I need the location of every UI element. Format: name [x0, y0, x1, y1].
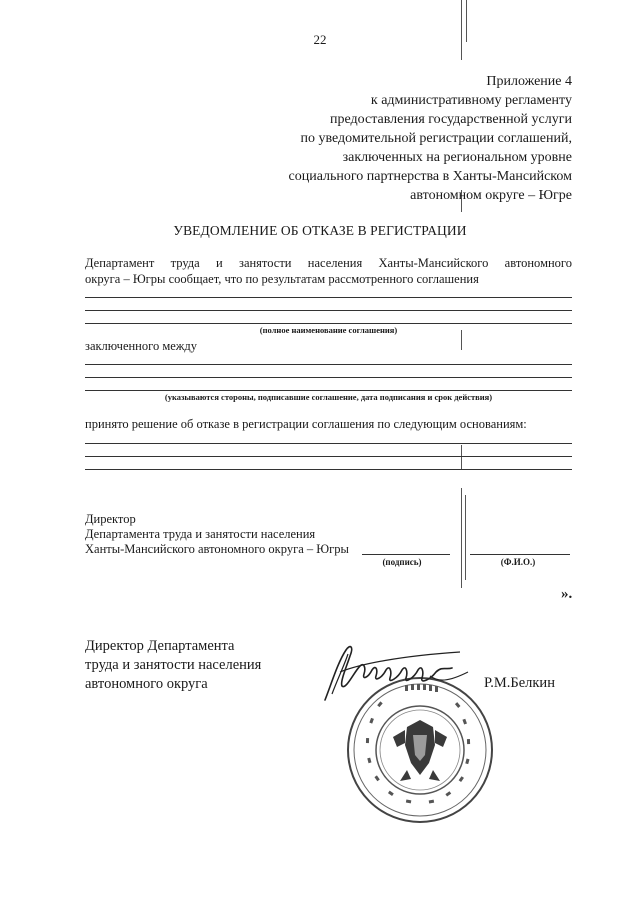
appendix-line: автономном округе – Югре — [410, 188, 572, 203]
appendix-line: предоставления государственной услуги — [330, 112, 572, 127]
scan-margin-line — [461, 0, 462, 60]
intro-line: округа – Югры сообщает, что по результатам рассмотренного соглашения — [85, 272, 479, 286]
document-title: УВЕДОМЛЕНИЕ ОБ ОТКАЗЕ В РЕГИСТРАЦИИ — [173, 223, 467, 238]
director-block — [85, 637, 261, 694]
grounds-line — [85, 469, 572, 470]
director-title-line: автономного округа — [85, 676, 208, 692]
scan-margin-line — [461, 445, 462, 470]
appendix-line: социального партнерства в Ханты-Мансийском — [288, 169, 572, 184]
parties-line — [85, 377, 572, 378]
agreement-name-line — [85, 297, 572, 298]
name-fill-line — [470, 554, 570, 555]
agreement-name-caption: (полное наименование соглашения) — [259, 325, 398, 335]
parties-line — [85, 364, 572, 365]
appendix-line: к административному регламенту — [370, 93, 572, 108]
parties-line — [85, 390, 572, 391]
director-name: Р.М.Белкин — [484, 675, 555, 691]
director-title-line: труда и занятости населения — [85, 657, 262, 673]
parties-caption: (указываются стороны, подписавшие соглашение, дата подписания и срок действия) — [164, 392, 493, 402]
agreement-name-line — [85, 310, 572, 311]
scan-margin-line — [465, 495, 466, 580]
intro-line: Департамент труда и занятости населения Ханты-Мансийского автономного — [85, 256, 572, 270]
director-title-line: Директор Департамента — [85, 638, 235, 654]
appendix-line: Приложение 4 — [486, 74, 572, 89]
intro-paragraph — [85, 255, 572, 287]
signature-line: Департамента труда и занятости населения — [85, 527, 316, 541]
appendix-line: по уведомительной регистрации соглашений, — [300, 131, 572, 146]
grounds-line — [85, 443, 572, 444]
decision-text: принято решение об отказе в регистрации соглашения по следующим основаниям: — [85, 417, 527, 431]
scan-margin-line — [461, 488, 462, 588]
signature-line: Директор — [85, 512, 136, 526]
name-caption: (Ф.И.О.) — [500, 557, 536, 567]
concluded-between-label: заключенного между — [85, 339, 198, 353]
grounds-line — [85, 456, 572, 457]
signature-caption: (подпись) — [382, 557, 422, 567]
agreement-name-line — [85, 323, 572, 324]
appendix-line: заключенных на региональном уровне — [342, 150, 572, 165]
signature-line: Ханты-Мансийского автономного округа – Югры — [85, 542, 349, 556]
closing-quote-mark: ». — [561, 586, 573, 602]
signature-fill-line — [362, 554, 450, 555]
form-signature-block — [85, 512, 349, 557]
page-number: 22 — [313, 32, 327, 47]
signature-icon — [320, 642, 485, 704]
appendix-header — [289, 72, 572, 205]
